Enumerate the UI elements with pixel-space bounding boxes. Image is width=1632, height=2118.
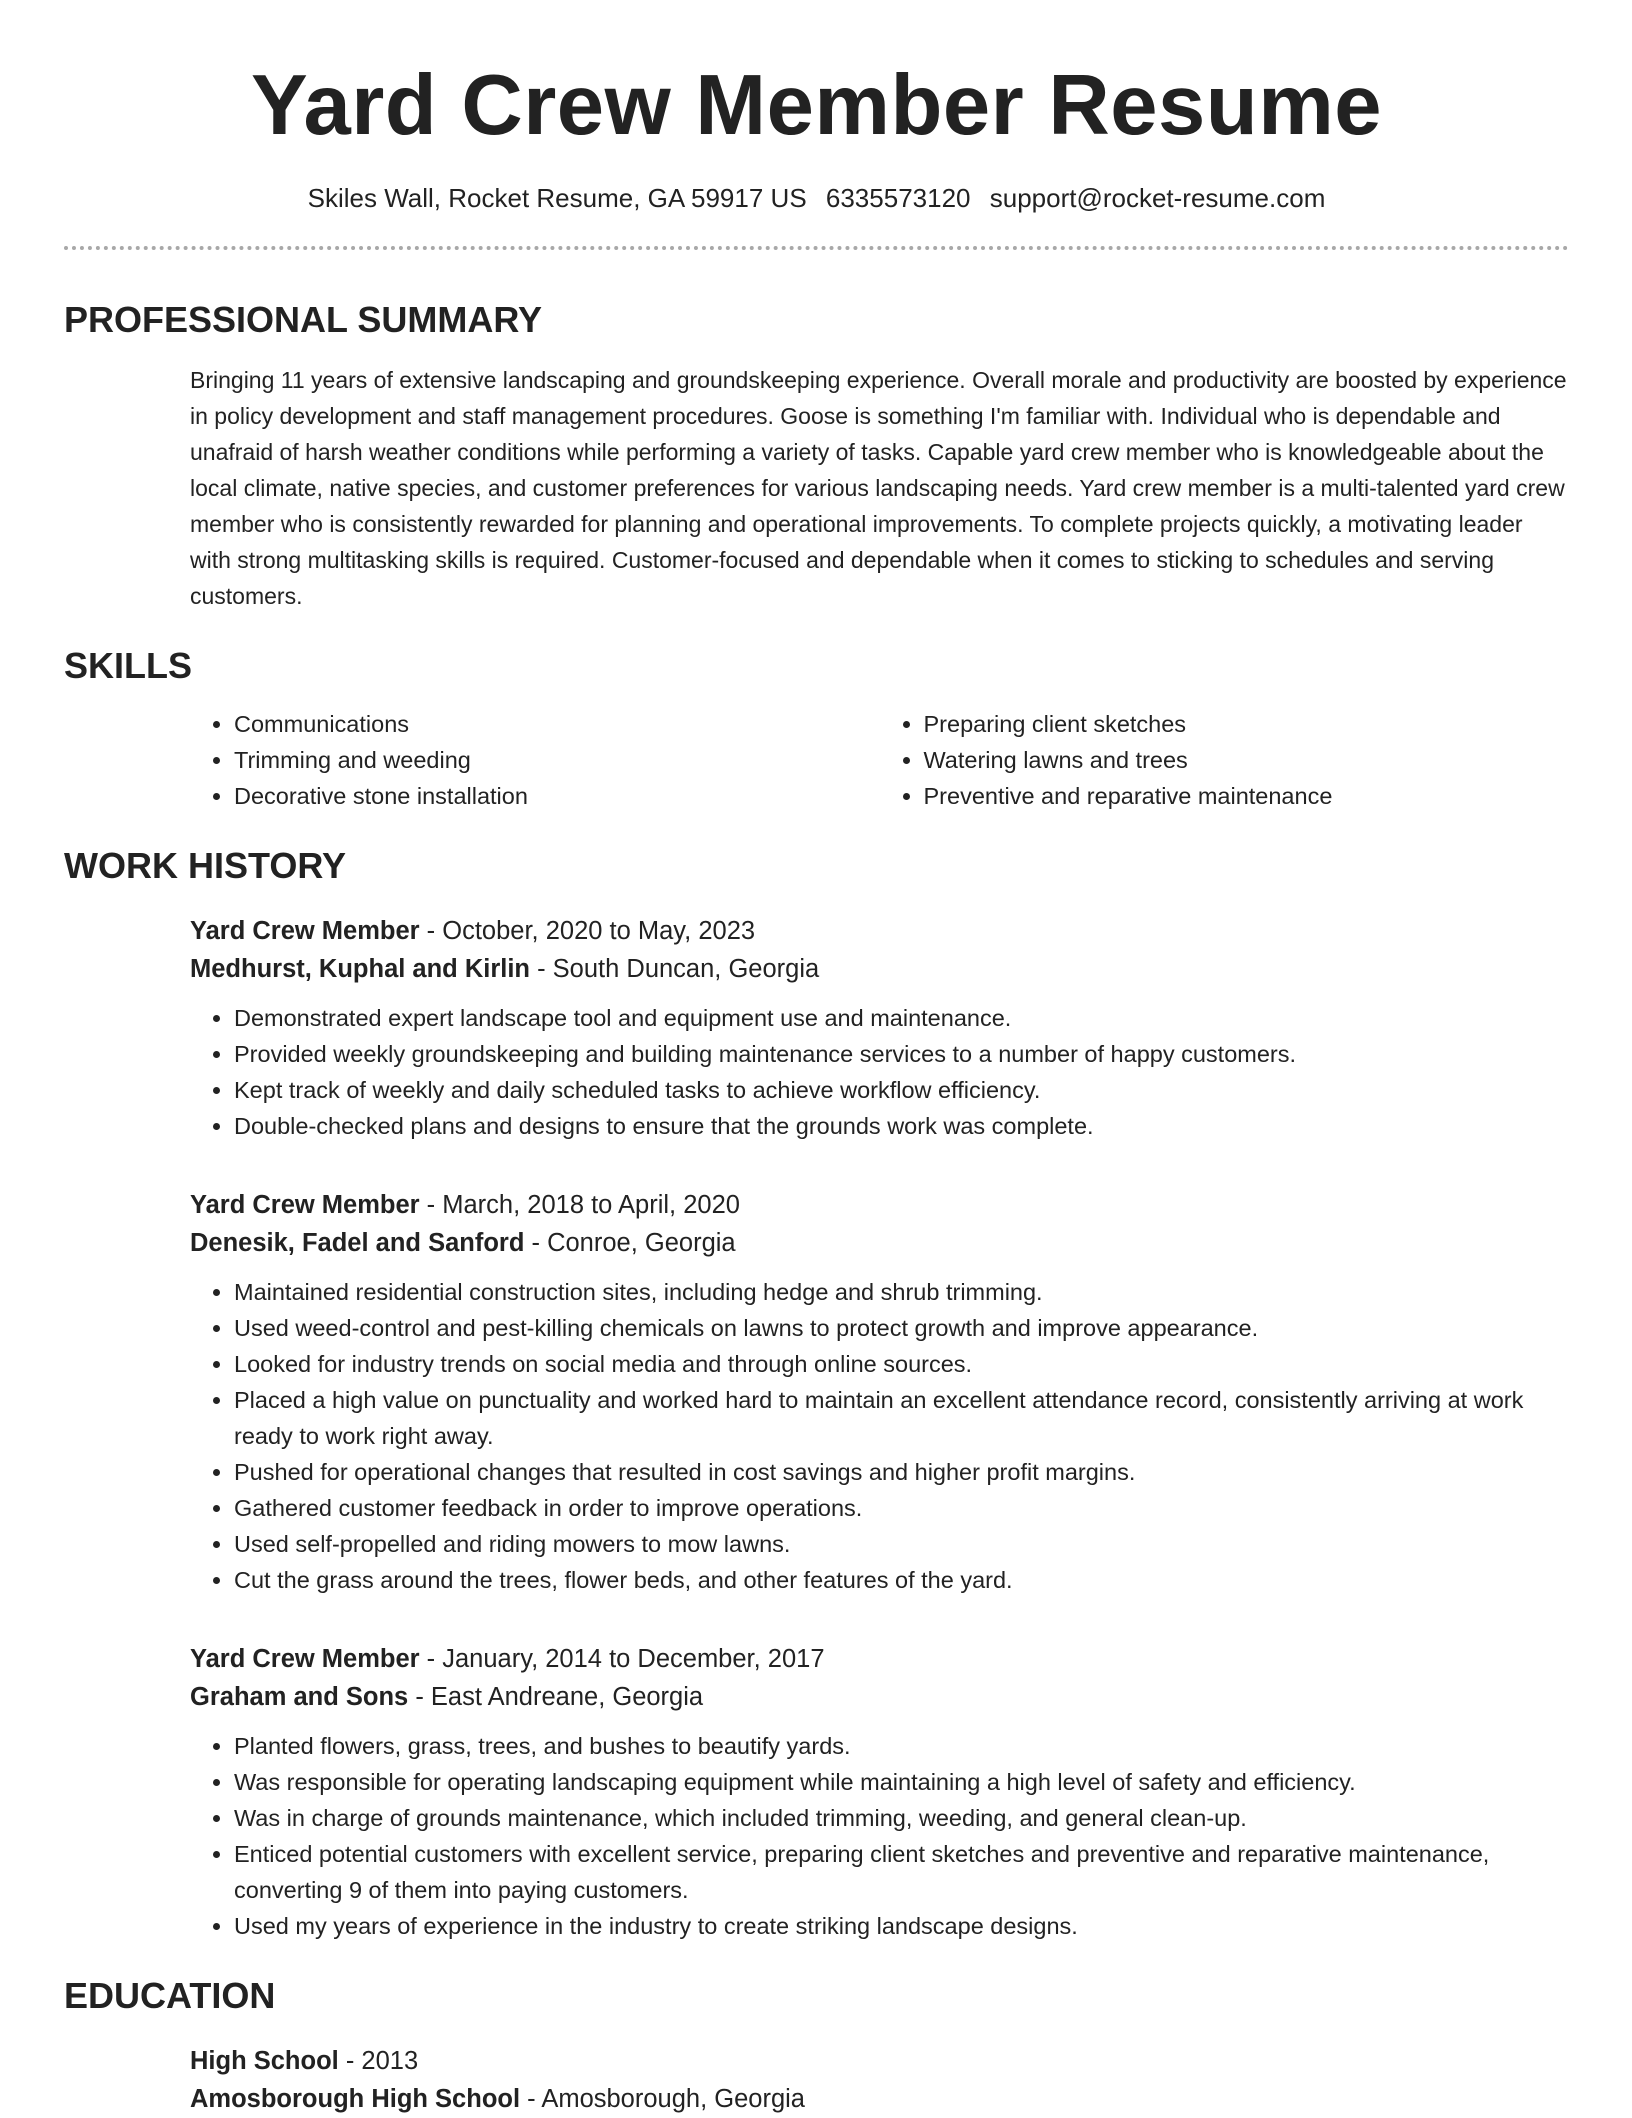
job-title: Yard Crew Member [190, 1645, 420, 1673]
job-bullet: • Looked for industry trends on social media and through online sources. [234, 1346, 1569, 1382]
summary-section [64, 298, 1569, 614]
work-history-heading: WORK HISTORY [64, 845, 347, 886]
resume-title: Yard Crew Member Resume [250, 58, 1383, 153]
education-year: - 2013 [338, 2047, 419, 2075]
job-title-line [190, 1640, 1569, 1678]
contact-phone: 6335573120 [825, 183, 971, 213]
job-company-line [190, 950, 1569, 988]
job-bullet: • Was in charge of grounds maintenance, which included trimming, weeding, and general clean-up. [234, 1800, 1569, 1836]
job-location: - East Andreane, Georgia [408, 1683, 704, 1711]
job-title-line [190, 912, 1569, 950]
education-heading: EDUCATION [64, 1975, 276, 2016]
job-title-line [190, 1186, 1569, 1224]
job-bullets [190, 1274, 1569, 1598]
education-entry [190, 2042, 1569, 2118]
skill-item: • Decorative stone installation [234, 778, 880, 814]
job-bullet: • Used self-propelled and riding mowers to mow lawns. [234, 1526, 1569, 1562]
job-bullet: • Enticed potential customers with excellent service, preparing client sketches and preventive and reparative maintenance, converting 9 of them into paying customers. [234, 1836, 1569, 1908]
job-bullet: • Was responsible for operating landscaping equipment while maintaining a high level of safety and efficiency. [234, 1764, 1569, 1800]
job-bullet: • Provided weekly groundskeeping and building maintenance services to a number of happy customers. [234, 1036, 1569, 1072]
skill-item: • Trimming and weeding [234, 742, 880, 778]
job-company: Graham and Sons [190, 1683, 409, 1711]
education-school: Amosborough High School [190, 2085, 521, 2113]
job-title: Yard Crew Member [190, 917, 420, 945]
job-entry [190, 1186, 1569, 1598]
contact-address: Skiles Wall, Rocket Resume, GA 59917 US [307, 183, 807, 213]
contact-line [64, 180, 1569, 216]
job-location: - Conroe, Georgia [524, 1229, 736, 1257]
job-company: Denesik, Fadel and Sanford [190, 1229, 525, 1257]
job-bullet: • Placed a high value on punctuality and worked hard to maintain an excellent attendance record, consistently arriving at work ready to work right away. [234, 1382, 1569, 1454]
skill-item: • Communications [234, 706, 880, 742]
job-bullet: • Kept track of weekly and daily scheduled tasks to achieve workflow efficiency. [234, 1072, 1569, 1108]
skills-right-list [880, 706, 1570, 814]
job-bullet: • Used my years of experience in the industry to create striking landscape designs. [234, 1908, 1569, 1944]
resume-page [64, 0, 1569, 2118]
header-divider [64, 246, 1569, 250]
education-school-line [190, 2080, 1569, 2118]
education-section [64, 1974, 1569, 2118]
job-title: Yard Crew Member [190, 1191, 420, 1219]
job-bullets [190, 1000, 1569, 1144]
skill-item: • Preventive and reparative maintenance [924, 778, 1570, 814]
job-company: Medhurst, Kuphal and Kirlin [190, 955, 531, 983]
job-dates: - March, 2018 to April, 2020 [419, 1191, 740, 1219]
summary-text: Bringing 11 years of extensive landscaping and groundskeeping experience. Overall morale and productivity are boosted by experience in policy development and staff management procedures. Goose is something I'm familiar with. Individual who is dependable and unafraid of harsh weather conditions while performing a variety of tasks. Capable yard crew member who is knowledgeable about the local climate, native species, and customer preferences for various landscaping needs. Yard crew member is a multi-talented yard crew member who is consistently rewarded for planning and operational improvements. To complete projects quickly, a motivating leader with strong multitasking skills is required. Customer-focused and dependable when it comes to sticking to schedules and serving customers. [190, 367, 1567, 609]
job-bullet: • Double-checked plans and designs to ensure that the grounds work was complete. [234, 1108, 1569, 1144]
job-bullet: • Cut the grass around the trees, flower beds, and other features of the yard. [234, 1562, 1569, 1598]
skill-item: • Watering lawns and trees [924, 742, 1570, 778]
skills-columns [190, 706, 1569, 814]
job-bullet: • Used weed-control and pest-killing chemicals on lawns to protect growth and improve appearance. [234, 1310, 1569, 1346]
education-location: - Amosborough, Georgia [520, 2085, 805, 2113]
job-bullet: • Pushed for operational changes that resulted in cost savings and higher profit margins. [234, 1454, 1569, 1490]
work-history-section [64, 844, 1569, 1944]
job-bullets [190, 1728, 1569, 1944]
job-bullet: • Gathered customer feedback in order to improve operations. [234, 1490, 1569, 1526]
job-entry [190, 1640, 1569, 1944]
job-dates: - January, 2014 to December, 2017 [419, 1645, 825, 1673]
skills-section [64, 644, 1569, 814]
education-degree-line [190, 2042, 1569, 2080]
job-bullet: • Planted flowers, grass, trees, and bushes to beautify yards. [234, 1728, 1569, 1764]
job-entry [190, 912, 1569, 1144]
summary-heading: PROFESSIONAL SUMMARY [64, 299, 543, 340]
contact-email: support@rocket-resume.com [989, 183, 1326, 213]
job-company-line [190, 1224, 1569, 1262]
job-location: - South Duncan, Georgia [530, 955, 820, 983]
job-bullet: • Demonstrated expert landscape tool and equipment use and maintenance. [234, 1000, 1569, 1036]
job-bullet: • Maintained residential construction sites, including hedge and shrub trimming. [234, 1274, 1569, 1310]
skills-left-list [190, 706, 880, 814]
skill-item: • Preparing client sketches [924, 706, 1570, 742]
education-degree: High School [190, 2047, 339, 2075]
job-dates: - October, 2020 to May, 2023 [419, 917, 756, 945]
job-company-line [190, 1678, 1569, 1716]
skills-heading: SKILLS [64, 645, 193, 686]
